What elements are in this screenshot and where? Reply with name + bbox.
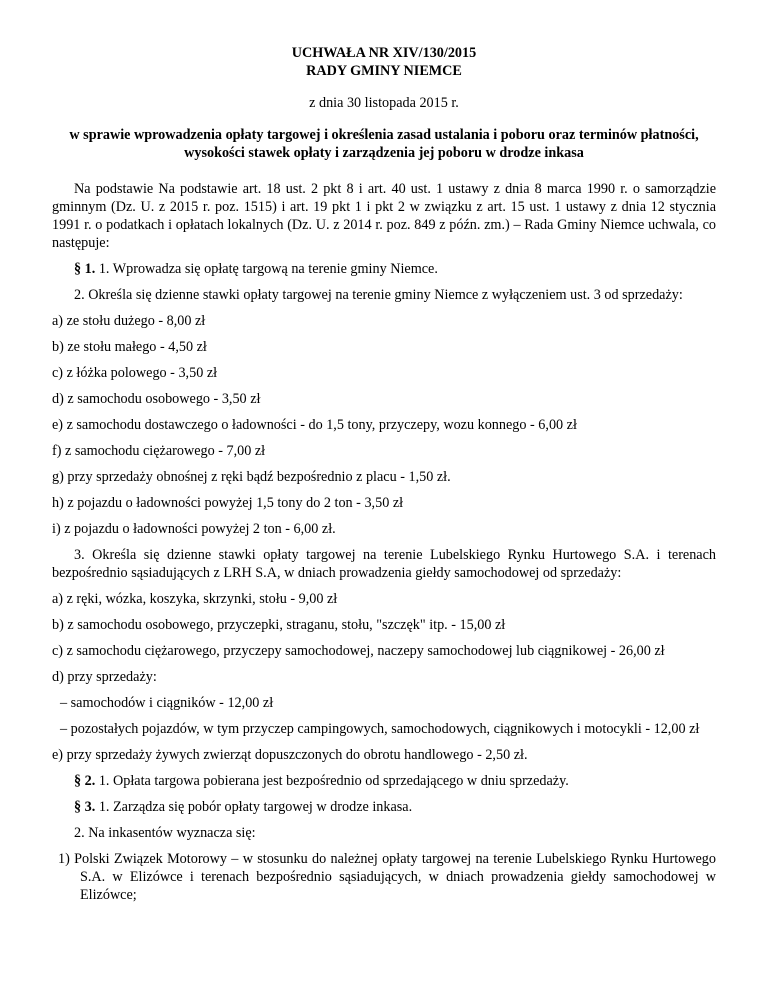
list-item: h) z pojazdu o ładowności powyżej 1,5 tony do 2 ton - 3,50 zł — [52, 495, 404, 511]
par3-text: 1. Zarządza się pobór opłaty targowej w drodze inkasa. — [98, 799, 413, 815]
list-item: b) ze stołu małego - 4,50 zł — [52, 339, 207, 355]
par1-label: § 1. — [74, 261, 96, 277]
par3-label: § 3. — [74, 799, 96, 815]
par1-point3: 3. Określa się dzienne stawki opłaty targowej na terenie Lubelskiego Rynku Hurtowego S.A. i terenach bezpośrednio sąsiadujących z LRH S.A, w dniach prowadzenia giełdy samochodowej od sprzedaży: — [52, 547, 716, 581]
list-item: g) przy sprzedaży obnośnej z ręki bądź bezpośrednio z placu - 1,50 zł. — [52, 469, 451, 485]
title-line-1: UCHWAŁA NR XIV/130/2015 — [291, 45, 477, 61]
list-item: d) z samochodu osobowego - 3,50 zł — [52, 391, 261, 407]
par2-label: § 2. — [74, 773, 96, 789]
list-item: e) przy sprzedaży żywych zwierząt dopuszczonych do obrotu handlowego - 2,50 zł. — [52, 747, 528, 763]
par3 — [52, 798, 716, 816]
par1-point1-text: 1. Wprowadza się opłatę targową na terenie gminy Niemce. — [98, 261, 438, 277]
resolution-date: z dnia 30 listopada 2015 r. — [309, 95, 459, 111]
list-item: d) przy sprzedaży: — [52, 669, 157, 685]
par2-text: 1. Opłata targowa pobierana jest bezpośrednio od sprzedającego w dniu sprzedaży. — [98, 773, 569, 789]
list-item: b) z samochodu osobowego, przyczepki, straganu, stołu, "szczęk" itp. - 15,00 zł — [52, 617, 506, 633]
list-item: i) z pojazdu o ładowności powyżej 2 ton - 6,00 zł. — [52, 521, 336, 537]
par2 — [52, 772, 716, 790]
dash-item: – pozostałych pojazdów, w tym przyczep campingowych, samochodowych, ciągnikowych i motocykli - 12,00 zł — [60, 721, 700, 737]
par1-point1 — [52, 260, 716, 278]
list-item: c) z samochodu ciężarowego, przyczepy samochodowej, naczepy samochodowej lub ciągnikowej - 26,00 zł — [52, 643, 665, 659]
resolution-title — [52, 44, 716, 80]
list-item: 1) Polski Związek Motorowy – w stosunku do należnej opłaty targowej na terenie Lubelskiego Rynku Hurtowego S.A. w Elizówce i terenach bezpośrednio sąsiadujących, w dniach prowadzenia giełdy samochodowej w Elizówce; — [58, 851, 716, 903]
resolution-subject: w sprawie wprowadzenia opłaty targowej i określenia zasad ustalania i poboru oraz terminów płatności, wysokości stawek opłaty i zarządzenia jej poboru w drodze inkasa — [69, 127, 699, 161]
list-item: a) z ręki, wózka, koszyka, skrzynki, stołu - 9,00 zł — [52, 591, 338, 607]
title-line-2: RADY GMINY NIEMCE — [306, 63, 462, 79]
list-item: f) z samochodu ciężarowego - 7,00 zł — [52, 443, 266, 459]
par1-point2: 2. Określa się dzienne stawki opłaty targowej na terenie gminy Niemce z wyłączeniem ust. 3 od sprzedaży: — [74, 287, 683, 303]
dash-item: – samochodów i ciągników - 12,00 zł — [60, 695, 274, 711]
preamble: Na podstawie Na podstawie art. 18 ust. 2 pkt 8 i art. 40 ust. 1 ustawy z dnia 8 marca 1990 r. o samorządzie gminnym (Dz. U. z 2015 r. poz. 1515) i art. 19 pkt 1 i pkt 2 w związku z art. 15 ust. 1 ustawy z dnia 12 stycznia 1991 r. o podatkach i opłatach lokalnych (Dz. U. z 2014 r. poz. 849 z późn. zm.) – Rada Gminy Niemce uchwala, co następuje: — [52, 181, 716, 251]
par3-point2: 2. Na inkasentów wyznacza się: — [74, 825, 256, 841]
list-item: c) z łóżka polowego - 3,50 zł — [52, 365, 218, 381]
list-item: a) ze stołu dużego - 8,00 zł — [52, 313, 206, 329]
list-item: e) z samochodu dostawczego o ładowności - do 1,5 tony, przyczepy, wozu konnego - 6,00 zł — [52, 417, 577, 433]
